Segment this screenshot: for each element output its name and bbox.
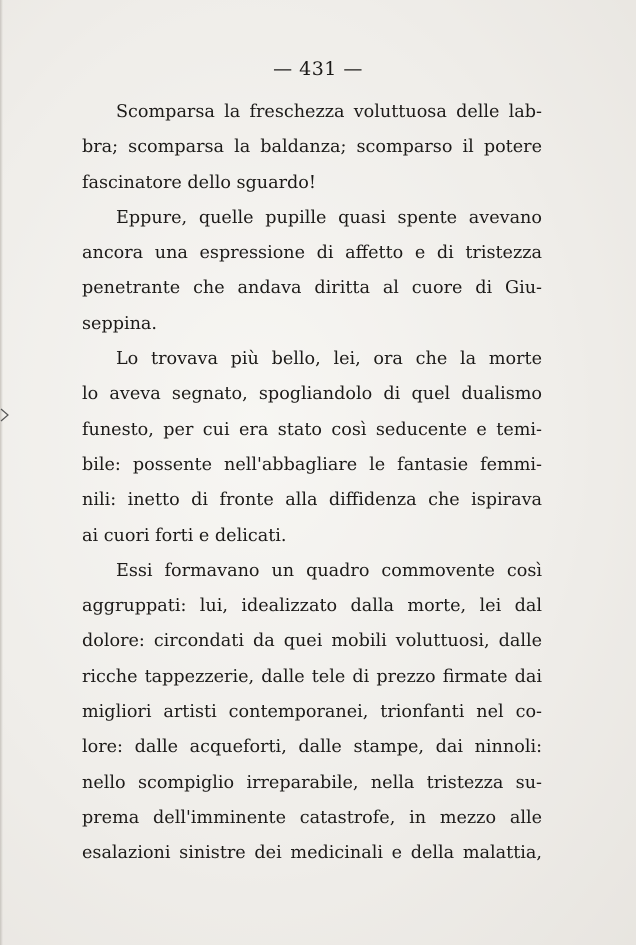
text-line: aggruppati: lui, idealizzato dalla morte, lei dal [82,596,542,617]
text-line: migliori artisti contemporanei, trionfanti nel co- [82,702,542,723]
text-line: seppina. [82,313,158,334]
text-line: ancora una espressione di affetto e di tristezza [82,243,542,264]
text-line: bra; scomparsa la baldanza; scomparso il potere [82,137,542,158]
text-line: lore: dalle acqueforti, dalle stampe, dai ninnoli: [82,737,542,758]
margin-mark [0,408,10,422]
text-line: funesto, per cui era stato così seducente e temi- [82,419,542,440]
text-line: lo aveva segnato, spogliandolo di quel dualismo [82,384,542,405]
text-line: ricche tappezzerie, dalle tele di prezzo firmate dai [82,666,542,687]
page-binding-edge [0,0,3,945]
body-text [82,95,542,872]
text-line: ai cuori forti e delicati. [82,525,287,546]
text-line: nili: inetto di fronte alla diffidenza che ispirava [82,490,542,511]
text-line: fascinatore dello sguardo! [82,172,316,193]
text-line: nello scompiglio irreparabile, nella tristezza su- [82,772,542,793]
text-line: bile: possente nell'abbagliare le fantasie femmi- [82,454,542,475]
text-line: esalazioni sinistre dei medicinali e della malattia, [82,843,542,864]
text-line: Lo trovava più bello, lei, ora che la morte [116,349,542,370]
text-line: Scomparsa la freschezza voluttuosa delle lab- [116,102,542,122]
text-line: dolore: circondati da quei mobili voluttuosi, dalle [82,631,542,652]
page-number: — 431 — [273,58,363,80]
text-line: Eppure, quelle pupille quasi spente avevano [116,207,542,228]
text-line: Essi formavano un quadro commovente così [116,560,542,581]
text-line: prema dell'imminente catastrofe, in mezzo alle [82,807,542,828]
text-line: penetrante che andava diritta al cuore di Giu- [82,278,542,299]
